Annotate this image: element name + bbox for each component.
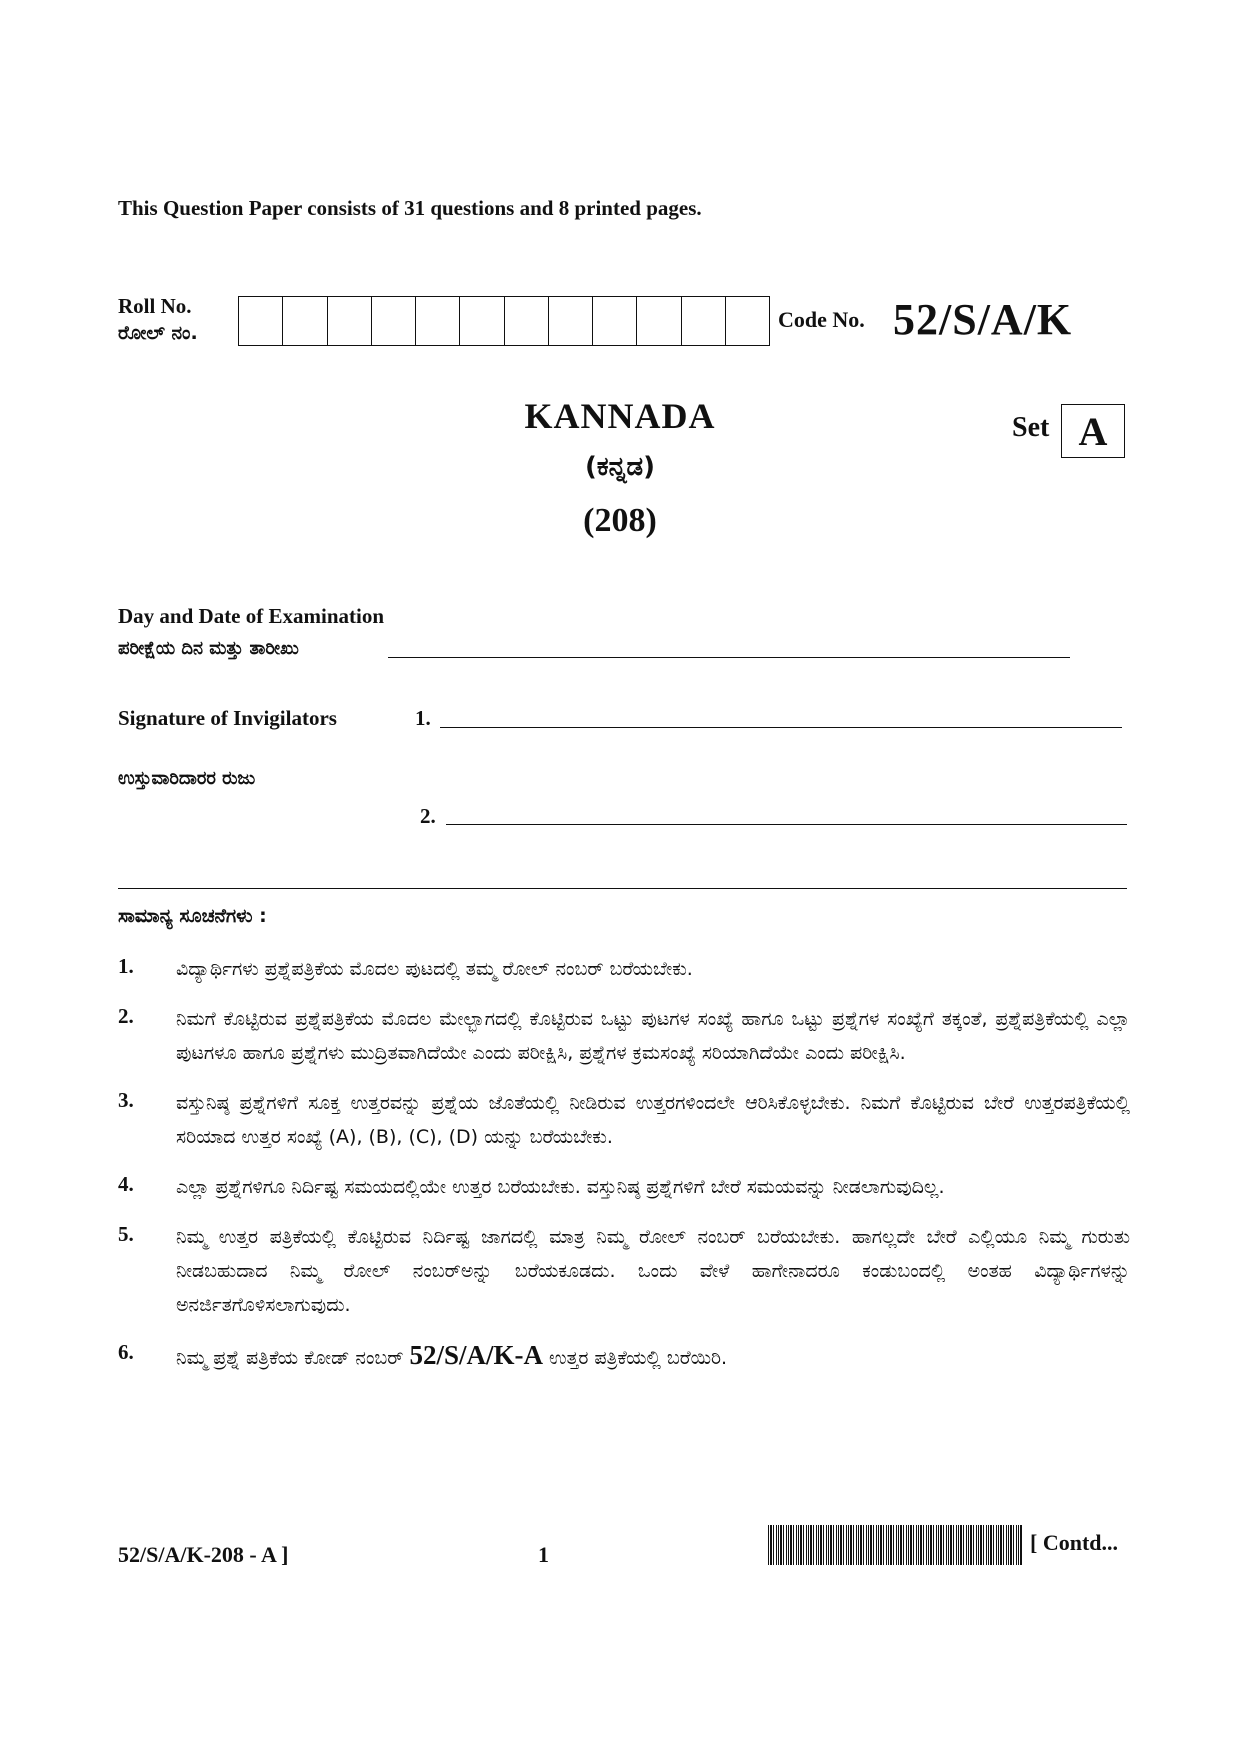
section-divider bbox=[118, 888, 1127, 889]
roll-number-box[interactable] bbox=[682, 297, 726, 345]
roll-number-box[interactable] bbox=[416, 297, 460, 345]
day-date-label-kannada: ಪರೀಕ್ಷೆಯ ದಿನ ಮತ್ತು ತಾರೀಖು bbox=[118, 638, 299, 659]
instruction-text: ನಿಮ್ಮ ಉತ್ತರ ಪತ್ರಿಕೆಯಲ್ಲಿ ಕೊಟ್ಟಿರುವ ನಿರ್ದಿಷ್ಟ ಜಾಗದಲ್ಲಿ ಮಾತ್ರ ನಿಮ್ಮ ರೋಲ್ ನಂಬರ್ ಬರೆಯಬೇಕು. ಹಾಗಲ್ಲದೇ ಬೇರೆ ಎಲ್ಲಿಯೂ ನಿಮ್ಮ ಗುರುತು ನೀಡಬಹುದಾದ ನಿಮ್ಮ ರೋಲ್ ನಂಬರ್‌ಅನ್ನು ಬರೆಯಕೂಡದು. ಒಂದು ವೇಳೆ ಹಾಗೇನಾದರೂ ಕಂಡುಬಂದಲ್ಲಿ ಅಂತಹ ವಿದ್ಯಾರ್ಥಿಗಳನ್ನು ಅನರ್ಜಿತಗೊಳಿಸಲಾಗುವುದು. bbox=[176, 1226, 1130, 1316]
signature-label-kannada: ಉಸ್ತುವಾರಿದಾರರ ರುಜು bbox=[118, 768, 256, 789]
barcode-image bbox=[768, 1525, 1022, 1565]
roll-number-box[interactable] bbox=[505, 297, 549, 345]
instruction-text-before: ನಿಮ್ಮ ಪ್ರಶ್ನೆ ಪತ್ರಿಕೆಯ ಕೋಡ್ ನಂಬರ್ bbox=[176, 1347, 410, 1369]
roll-number-boxes[interactable] bbox=[238, 296, 770, 346]
instructions-list bbox=[118, 952, 1130, 1391]
instruction-number: 5. bbox=[118, 1222, 134, 1246]
roll-number-box[interactable] bbox=[283, 297, 327, 345]
roll-number-box[interactable] bbox=[372, 297, 416, 345]
roll-number-label-kannada: ರೋಲ್ ನಂ. bbox=[118, 322, 198, 344]
instruction-number: 4. bbox=[118, 1172, 134, 1196]
roll-number-box[interactable] bbox=[726, 297, 769, 345]
page-number: 1 bbox=[538, 1542, 549, 1567]
roll-number-label: Roll No. bbox=[118, 294, 192, 318]
instruction-item bbox=[118, 1220, 1130, 1322]
roll-number-box[interactable] bbox=[239, 297, 283, 345]
instruction-number: 2. bbox=[118, 1004, 134, 1028]
instruction-item bbox=[118, 1002, 1130, 1070]
roll-number-box[interactable] bbox=[637, 297, 681, 345]
signature-label: Signature of Invigilators bbox=[118, 706, 337, 730]
instruction-text: ವಸ್ತುನಿಷ್ಠ ಪ್ರಶ್ನೆಗಳಿಗೆ ಸೂಕ್ತ ಉತ್ತರವನ್ನು ಪ್ರಶ್ನೆಯ ಜೊತೆಯಲ್ಲಿ ನೀಡಿರುವ ಉತ್ತರಗಳಿಂದಲೇ ಆರಿಸಿಕೊಳ್ಳಬೇಕು. ನಿಮಗೆ ಕೊಟ್ಟಿರುವ ಬೇರೆ ಉತ್ತರಪತ್ರಿಕೆಯಲ್ಲಿ ಸರಿಯಾದ ಉತ್ತರ ಸಂಖ್ಯೆ (A), (B), (C), (D) ಯನ್ನು ಬರೆಯಬೇಕು. bbox=[176, 1092, 1130, 1148]
signature-line-1[interactable] bbox=[440, 727, 1122, 728]
signature-line-2[interactable] bbox=[446, 824, 1127, 825]
roll-number-box[interactable] bbox=[593, 297, 637, 345]
roll-number-box[interactable] bbox=[549, 297, 593, 345]
question-paper-info: This Question Paper consists of 31 questions and 8 printed pages. bbox=[118, 196, 702, 220]
instruction-item bbox=[118, 952, 1130, 986]
instruction-text bbox=[176, 1338, 1130, 1375]
instruction-item bbox=[118, 1170, 1130, 1204]
signature-number-2: 2. bbox=[420, 804, 436, 828]
instructions-heading: ಸಾಮಾನ್ಯ ಸೂಚನೆಗಳು : bbox=[118, 905, 267, 927]
instruction-number: 3. bbox=[118, 1088, 134, 1112]
instruction-text-after: ಉತ್ತರ ಪತ್ರಿಕೆಯಲ್ಲಿ ಬರೆಯಿರಿ. bbox=[543, 1347, 728, 1369]
instruction-text: ವಿದ್ಯಾರ್ಥಿಗಳು ಪ್ರಶ್ನೆಪತ್ರಿಕೆಯ ಮೊದಲ ಪುಟದಲ್ಲಿ ತಮ್ಮ ರೋಲ್ ನಂಬರ್ ಬರೆಯಬೇಕು. bbox=[176, 958, 693, 980]
subject-code: (208) bbox=[583, 502, 657, 539]
instruction-number: 6. bbox=[118, 1340, 134, 1364]
code-number-value: 52/S/A/K bbox=[893, 295, 1073, 344]
code-number-label: Code No. bbox=[778, 307, 865, 332]
day-date-label: Day and Date of Examination bbox=[118, 604, 385, 628]
instruction-text: ನಿಮಗೆ ಕೊಟ್ಟಿರುವ ಪ್ರಶ್ನೆಪತ್ರಿಕೆಯ ಮೊದಲ ಮೇಲ್ಭಾಗದಲ್ಲಿ ಕೊಟ್ಟಿರುವ ಒಟ್ಟು ಪುಟಗಳ ಸಂಖ್ಯೆ ಹಾಗೂ ಒಟ್ಟು ಪ್ರಶ್ನೆಗಳ ಸಂಖ್ಯೆಗೆ ತಕ್ಕಂತೆ, ಪ್ರಶ್ನೆಪತ್ರಿಕೆಯಲ್ಲಿ ಎಲ್ಲಾ ಪುಟಗಳೂ ಹಾಗೂ ಪ್ರಶ್ನೆಗಳು ಮುದ್ರಿತವಾಗಿದೆಯೇ ಎಂದು ಪರೀಕ್ಷಿಸಿ, ಪ್ರಶ್ನೆಗಳ ಕ್ರಮಸಂಖ್ಯೆ ಸರಿಯಾಗಿದೆಯೇ ಎಂದು ಪರೀಕ್ಷಿಸಿ. bbox=[176, 1008, 1130, 1064]
subject-title: KANNADA bbox=[524, 396, 716, 436]
continued-label: [ Contd... bbox=[1030, 1530, 1119, 1555]
day-date-line[interactable] bbox=[388, 657, 1070, 658]
instruction-number: 1. bbox=[118, 954, 134, 978]
signature-number-1: 1. bbox=[415, 706, 431, 730]
set-label: Set bbox=[1012, 412, 1050, 443]
roll-number-box[interactable] bbox=[328, 297, 372, 345]
roll-number-box[interactable] bbox=[460, 297, 504, 345]
footer-paper-code: 52/S/A/K-208 - A ] bbox=[118, 1542, 289, 1567]
instruction-text: ಎಲ್ಲಾ ಪ್ರಶ್ನೆಗಳಿಗೂ ನಿರ್ದಿಷ್ಟ ಸಮಯದಲ್ಲಿಯೇ ಉತ್ತರ ಬರೆಯಬೇಕು. ವಸ್ತುನಿಷ್ಠ ಪ್ರಶ್ನೆಗಳಿಗೆ ಬೇರೆ ಸಮಯವನ್ನು ನೀಡಲಾಗುವುದಿಲ್ಲ. bbox=[176, 1176, 945, 1198]
instruction-item bbox=[118, 1338, 1130, 1375]
subject-title-kannada: (ಕನ್ನಡ) bbox=[585, 452, 655, 482]
instruction-item bbox=[118, 1086, 1130, 1154]
instruction-code: 52/S/A/K-A bbox=[409, 1340, 543, 1370]
set-value-box: A bbox=[1061, 404, 1125, 458]
